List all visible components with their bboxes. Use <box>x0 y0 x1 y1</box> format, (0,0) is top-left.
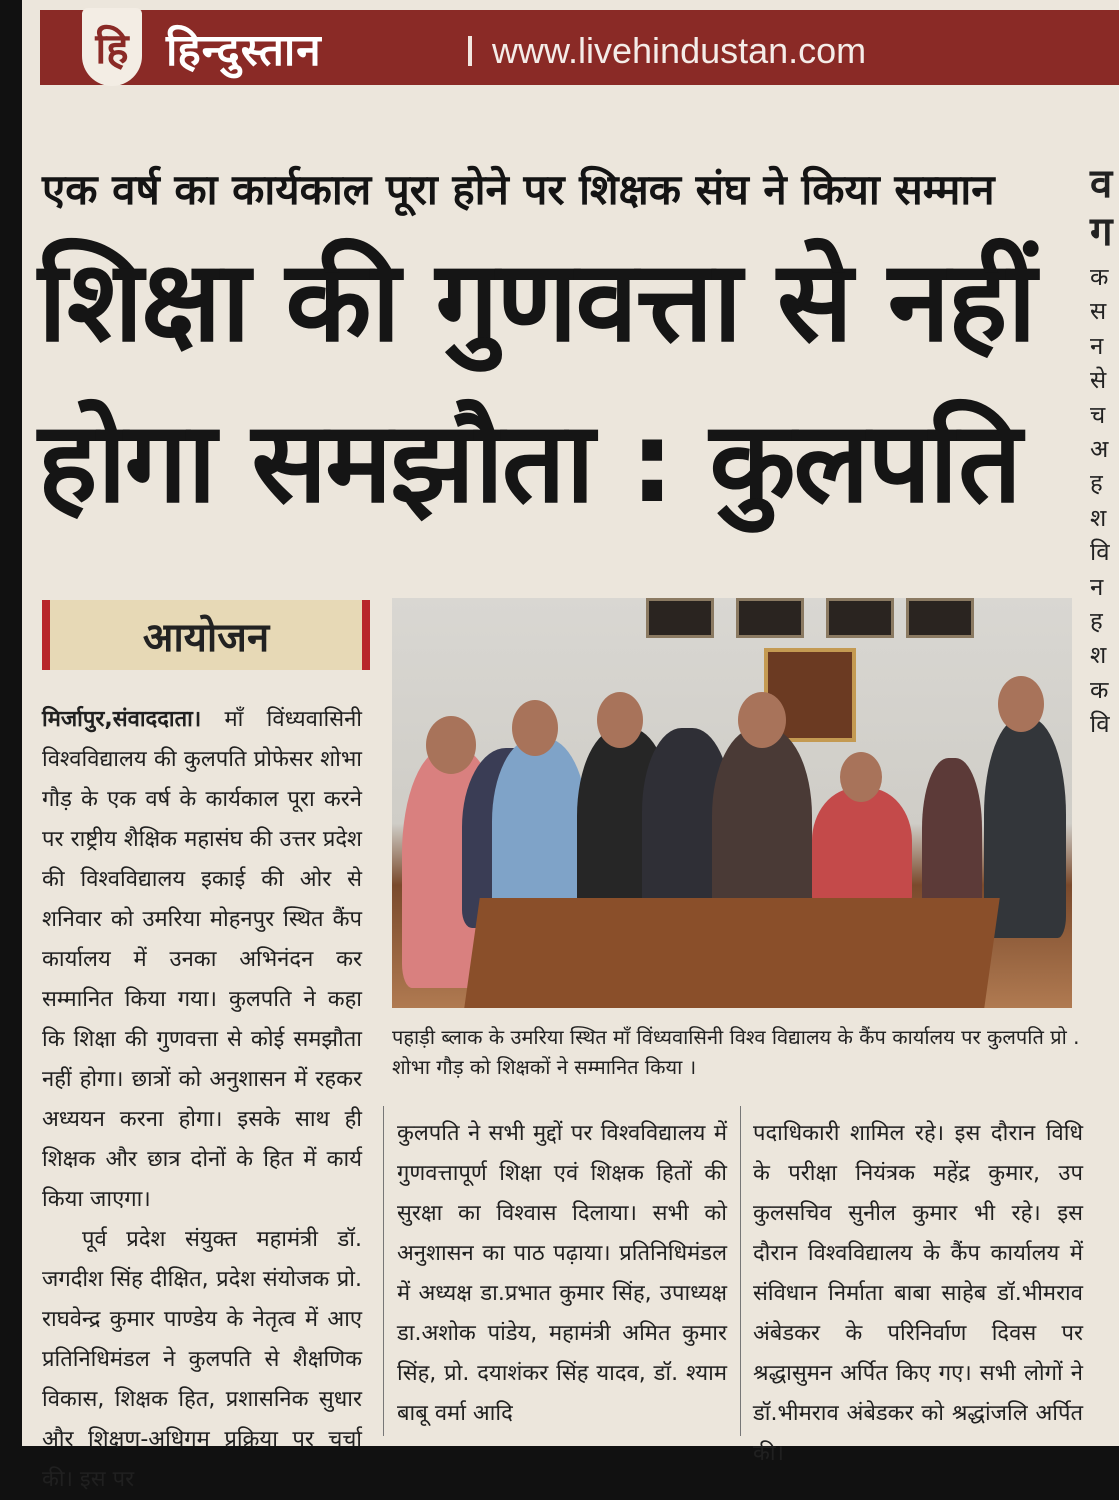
article-paragraph-2: पूर्व प्रदेश संयुक्त महामंत्री डॉ. जगदीश सिंह दीक्षित, प्रदेश संयोजक प्रो. राघवेन्द्र कुमार पाण्डेय के नेतृत्व में आए प्रतिनिधिमंडल ने कुलपति से शैक्षणिक विकास, शिक्षक हित, प्रशासनिक सुधार और शिक्षण-अधिगम प्रक्रिया पर चर्चा की। इस पर <box>42 1227 362 1492</box>
article-paragraph-3: कुलपति ने सभी मुद्दों पर विश्वविद्यालय में गुणवत्तापूर्ण शिक्षा एवं शिक्षक हितों की सुरक्षा का विश्वास दिलाया। सभी को अनुशासन का पाठ पढ़ाया। प्रतिनिधिमंडल में अध्यक्ष डा.प्रभात कुमार सिंह, उपाध्यक्ष डा.अशोक पांडेय, महामंत्री अमित कुमार सिंह, प्रो. दयाशंकर सिंह यादव, डॉ. श्याम बाबू वर्मा आदि <box>397 1121 727 1426</box>
article-column-2 <box>397 1114 727 1434</box>
headline <box>38 222 1088 545</box>
person-head <box>426 716 476 774</box>
wall-frame <box>826 598 894 638</box>
adjacent-text-fragment: ह <box>1090 606 1103 635</box>
person-head <box>738 692 786 748</box>
adjacent-text-fragment: ह <box>1090 469 1103 498</box>
adjacent-text-fragment: न <box>1090 331 1104 360</box>
wall-frame <box>736 598 804 638</box>
logo-glyph: हि <box>95 23 129 73</box>
person-head <box>840 752 882 802</box>
adjacent-text-fragments <box>1090 264 1119 737</box>
adjacent-headline-fragment-2: ग <box>1090 209 1113 255</box>
adjacent-headline-fragment-1: व <box>1090 161 1113 207</box>
adjacent-text-fragment: वि <box>1090 538 1110 567</box>
adjacent-text-fragment: वि <box>1090 710 1110 739</box>
office-desk <box>464 898 999 1008</box>
person <box>812 788 912 908</box>
person-head <box>512 700 558 756</box>
article-column-3 <box>753 1114 1083 1474</box>
adjacent-text-fragment: से <box>1090 366 1107 395</box>
adjacent-text-fragment: क <box>1090 263 1109 291</box>
article-paragraph-4: पदाधिकारी शामिल रहे। इस दौरान विधि के परीक्षा नियंत्रक महेंद्र कुमार, उप कुलसचिव सुनील कुमार भी रहे। इस दौरान विश्वविद्यालय के कैंप कार्यालय में संविधान निर्माता बाबा साहेब डॉ.भीमराव अंबेडकर के परिनिर्वाण दिवस पर श्रद्धासुमन अर्पित किए गए। सभी लोगों ने डॉ.भीमराव अंबेडकर को श्रद्धांजलि अर्पित की। <box>753 1121 1083 1466</box>
news-photo <box>392 598 1072 1008</box>
adjacent-text-fragment: श <box>1090 641 1107 670</box>
person-head <box>597 692 643 748</box>
newspaper-page <box>22 0 1119 1492</box>
article-paragraph-1 <box>42 700 362 1220</box>
adjacent-text-fragment: श <box>1090 503 1107 532</box>
adjacent-article-edge <box>1090 160 1119 739</box>
website-url: www.livehindustan.com <box>492 30 867 71</box>
masthead <box>40 10 1119 85</box>
column-divider <box>383 1106 384 1436</box>
article-column-1 <box>42 700 362 1500</box>
wall-frame <box>906 598 974 638</box>
hindustan-logo <box>82 8 142 86</box>
masthead-divider <box>468 36 472 66</box>
photo-caption: पहाड़ी ब्लाक के उमरिया स्थित माँ विंध्यवासिनी विश्व विद्यालय के कैंप कार्यालय पर कुलपति प्रो . शोभा गौड़ को शिक्षकों ने सम्मानित किया । <box>392 1025 1080 1079</box>
paragraph-1-text: माँ विंध्यवासिनी विश्वविद्यालय की कुलपति प्रोफेसर शोभा गौड़ के एक वर्ष के कार्यकाल पूरा करने पर राष्ट्रीय शैक्षिक महासंघ की उत्तर प्रदेश की विश्वविद्यालय इकाई की ओर से शनिवार को उमरिया मोहनपुर स्थित कैंप कार्यालय में उनका अभिनंदन कर सम्मानित किया गया। कुलपति ने कहा कि शिक्षा की गुणवत्ता से कोई समझौता नहीं होगा। छात्रों को अनुशासन में रहकर अध्ययन करना होगा। इसके साथ ही शिक्षक और छात्र दोनों के हित में कार्य किया जाएगा। <box>42 707 363 1212</box>
wall-frame <box>646 598 714 638</box>
sub-headline: एक वर्ष का कार्यकाल पूरा होने पर शिक्षक संघ ने किया सम्मान <box>42 165 995 214</box>
person <box>922 758 982 918</box>
brand-name: हिन्दुस्तान <box>166 25 322 76</box>
adjacent-text-fragment: न <box>1090 572 1104 601</box>
headline-line-1: शिक्षा की गुणवत्ता से नहीं <box>38 237 1035 367</box>
person-head <box>998 676 1044 732</box>
headline-line-2: होगा समझौता : कुलपति <box>38 398 1020 529</box>
dateline: मिर्जापुर,संवाददाता। <box>42 707 202 732</box>
adjacent-text-fragment: स <box>1090 297 1107 326</box>
column-divider <box>740 1106 741 1436</box>
section-tag: आयोजन <box>42 600 370 670</box>
adjacent-text-fragment: क <box>1090 675 1109 704</box>
adjacent-text-fragment: च <box>1090 400 1106 429</box>
adjacent-text-fragment: अ <box>1090 434 1109 463</box>
